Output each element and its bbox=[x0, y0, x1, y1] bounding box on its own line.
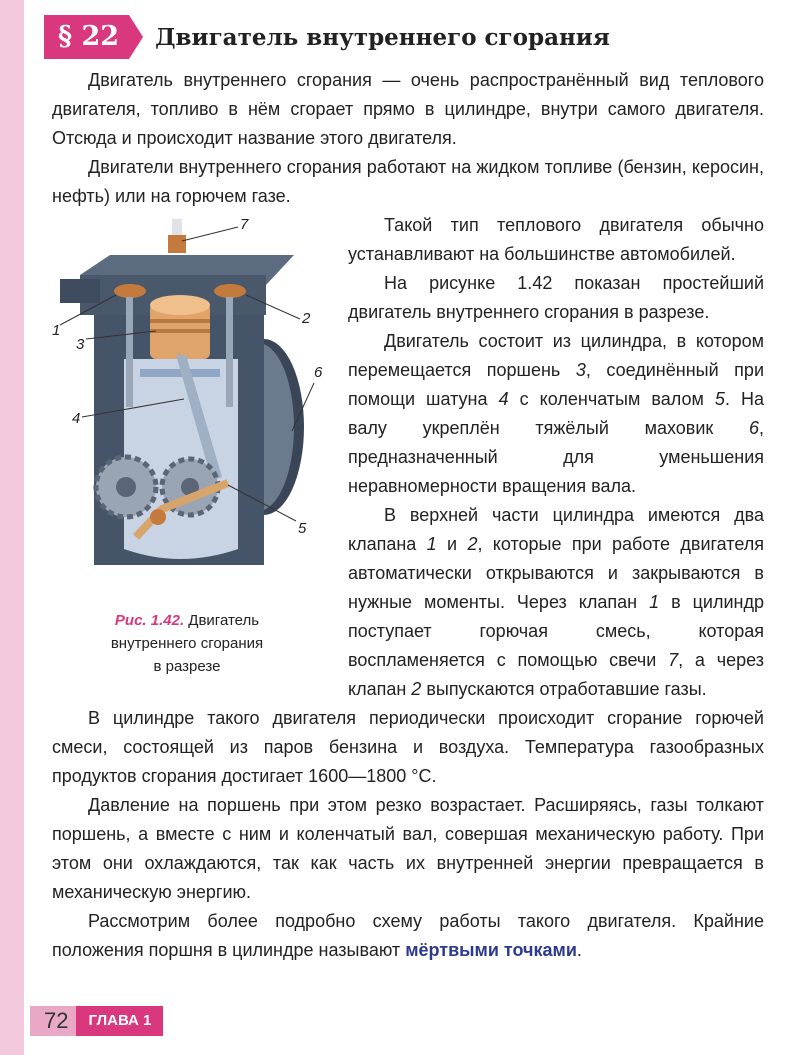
page-footer bbox=[30, 1006, 163, 1036]
figure-caption-label: Рис. 1.42. bbox=[114, 612, 185, 629]
engine-cutaway-illustration bbox=[52, 219, 332, 599]
callout-1: 1 bbox=[52, 322, 61, 339]
paragraph-3: Такой тип теплового двигателя обычно устанавливают на большинстве автомобилей. bbox=[348, 215, 764, 264]
figure-caption-line1: Двигатель bbox=[188, 612, 260, 629]
key-term: мёртвыми точками bbox=[405, 940, 577, 960]
figure-caption-line2: внутреннего сгорания bbox=[110, 635, 264, 652]
page-number: 72 bbox=[30, 1006, 76, 1036]
callout-6: 6 bbox=[314, 364, 323, 381]
callout-5: 5 bbox=[298, 520, 307, 537]
callout-4: 4 bbox=[72, 410, 81, 427]
paragraph-9: Рассмотрим более подробно схему работы такого двигателя. Крайние положения поршня в цилиндре называют мёртвыми точками. bbox=[52, 911, 764, 960]
section-number-badge: § 22 bbox=[44, 15, 129, 59]
figure-caption bbox=[52, 609, 322, 678]
valve-2-shape bbox=[214, 284, 246, 298]
chapter-label: ГЛАВА 1 bbox=[76, 1006, 163, 1036]
section-header bbox=[44, 14, 610, 60]
paragraph-1: Двигатель внутреннего сгорания — очень распространённый вид теплового двигателя, топливо в нём сгорает прямо в цилиндре, внутри самого двигателя. Отсюда и происходит название этого двигателя. bbox=[52, 70, 764, 148]
paragraph-4: На рисунке 1.42 показан простейший двигатель внутреннего сгорания в разрезе. bbox=[348, 273, 764, 322]
section-title: Двигатель внутреннего сгорания bbox=[155, 23, 610, 51]
engine-figure bbox=[52, 211, 338, 685]
paragraph-5: Двигатель состоит из цилиндра, в котором перемещается поршень 3, соединённый при помощи шатуна 4 с коленчатым валом 5. На валу укреплён тяжёлый маховик 6, предназначенный для уменьшения неравномерности вращения вала. bbox=[348, 331, 764, 496]
paragraph-2: Двигатели внутреннего сгорания работают на жидком топливе (бензин, керосин, нефть) или на горючем газе. bbox=[52, 157, 764, 206]
body-text bbox=[52, 66, 764, 965]
callout-7: 7 bbox=[240, 219, 249, 233]
figure-caption-line3: в разрезе bbox=[153, 658, 221, 675]
callout-3: 3 bbox=[76, 336, 85, 353]
paragraph-6: В верхней части цилиндра имеются два клапана 1 и 2, которые при работе двигателя автоматически открываются и закрываются в нужные моменты. Через клапан 1 в цилиндр поступает горючая смесь, которая воспламеняется с помощью свечи 7, а через клапан 2 выпускаются отработавшие газы. bbox=[348, 505, 765, 699]
page-edge-band bbox=[0, 0, 24, 1055]
valve-1-shape bbox=[114, 284, 146, 298]
callout-2: 2 bbox=[302, 310, 311, 327]
paragraph-8: Давление на поршень при этом резко возрастает. Расширяясь, газы толкают поршень, а вместе с ним и коленчатый вал, совершая механическую работу. При этом они охлаждаются, так как часть их внутренней энергии превращается в механическую энергию. bbox=[52, 795, 764, 902]
paragraph-7: В цилиндре такого двигателя периодически происходит сгорание горючей смеси, состоящей из паров бензина и воздуха. Температура газообразных продуктов сгорания достигает 1600—1800 °С. bbox=[52, 708, 764, 786]
